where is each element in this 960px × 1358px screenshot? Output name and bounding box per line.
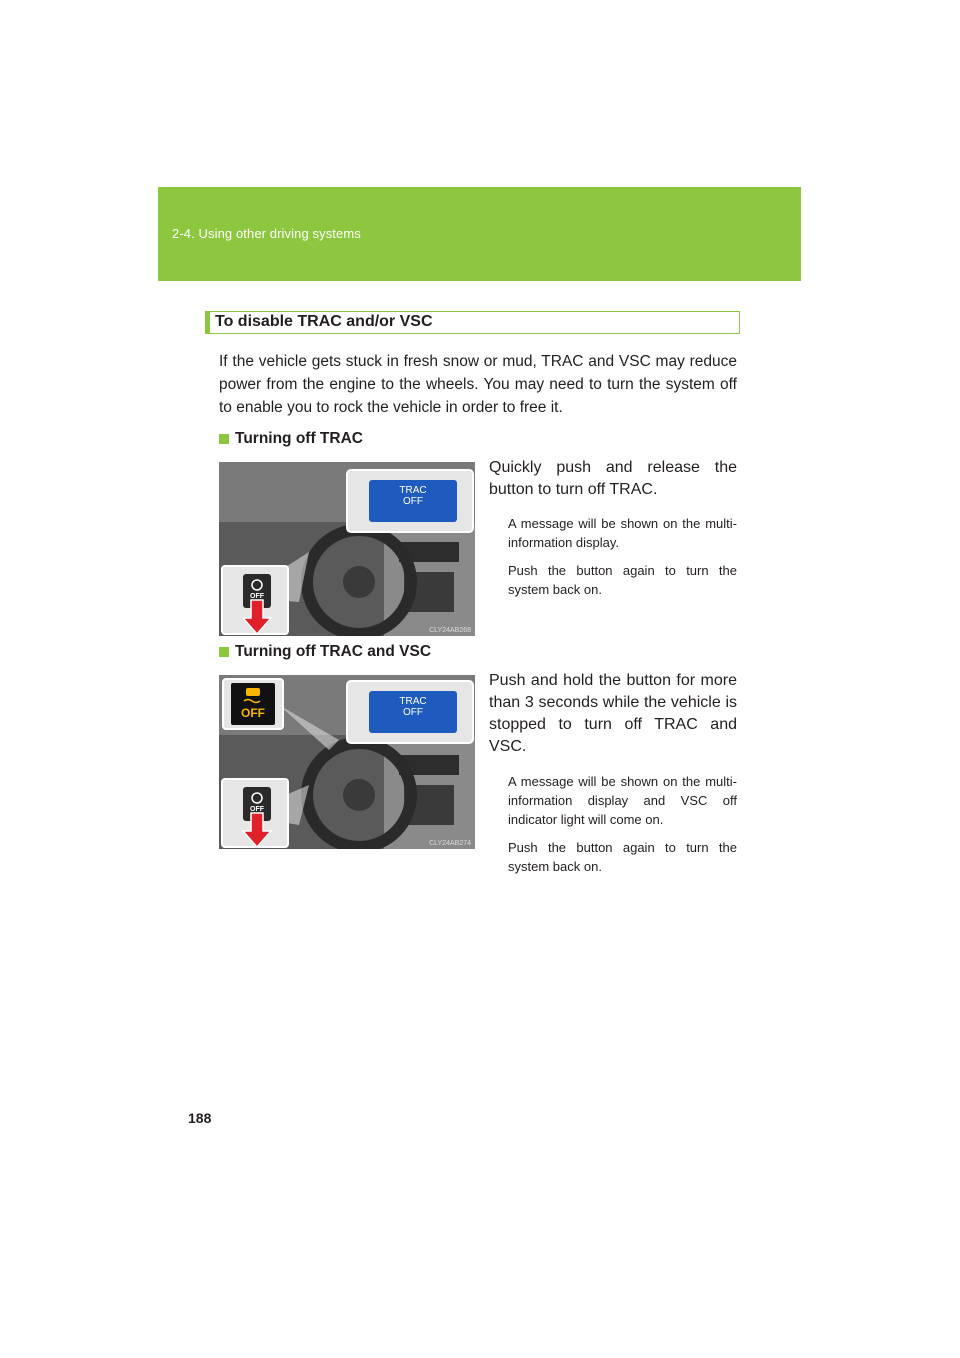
vsc-off-indicator-label: OFF xyxy=(241,706,265,720)
intro-paragraph: If the vehicle gets stuck in fresh snow or mud, TRAC and VSC may reduce power from the engine to the wheels. You may need to turn the system off to enable you to rock the vehicle in order to free it. xyxy=(219,353,737,416)
section-title: To disable TRAC and/or VSC xyxy=(215,313,433,330)
bullet-square-icon xyxy=(219,434,229,444)
section-title-box xyxy=(205,311,740,334)
display-line-1: TRAC xyxy=(399,696,427,707)
bullet-square-icon xyxy=(219,647,229,657)
note-trac-vsc-off-1: A message will be shown on the multi-information display and VSC off indicator light will come on. xyxy=(508,774,737,827)
figure-trac-vsc-off xyxy=(219,675,475,849)
header-band xyxy=(158,187,801,281)
subheading-trac-off xyxy=(219,430,363,448)
figure-trac-off xyxy=(219,462,475,636)
display-text xyxy=(369,485,457,507)
subheading-text: Turning off TRAC xyxy=(235,430,363,447)
figure-code: CLY24AB274 xyxy=(429,840,471,847)
note-trac-off-1: A message will be shown on the multi-information display. xyxy=(508,516,737,550)
display-line-2: OFF xyxy=(403,707,423,718)
display-text xyxy=(369,696,457,718)
section-title-marker xyxy=(205,311,210,334)
display-line-1: TRAC xyxy=(399,485,427,496)
subheading-text: Turning off TRAC and VSC xyxy=(235,643,432,660)
note-trac-vsc-off-2: Push the button again to turn the system back on. xyxy=(508,840,737,874)
button-off-label: OFF xyxy=(250,806,264,813)
step-trac-off: Quickly push and release the button to turn off TRAC. xyxy=(489,459,737,498)
note-trac-off-2: Push the button again to turn the system back on. xyxy=(508,563,737,597)
section-label: 2-4. Using other driving systems xyxy=(172,226,361,241)
step-trac-vsc-off: Push and hold the button for more than 3 seconds while the vehicle is stopped to turn off TRAC and VSC. xyxy=(489,672,737,755)
page-number: 188 xyxy=(188,1110,212,1126)
button-off-label: OFF xyxy=(250,593,264,600)
subheading-trac-vsc-off xyxy=(219,643,431,661)
display-line-2: OFF xyxy=(403,496,423,507)
figure-code: CLY24AB268 xyxy=(429,627,471,634)
